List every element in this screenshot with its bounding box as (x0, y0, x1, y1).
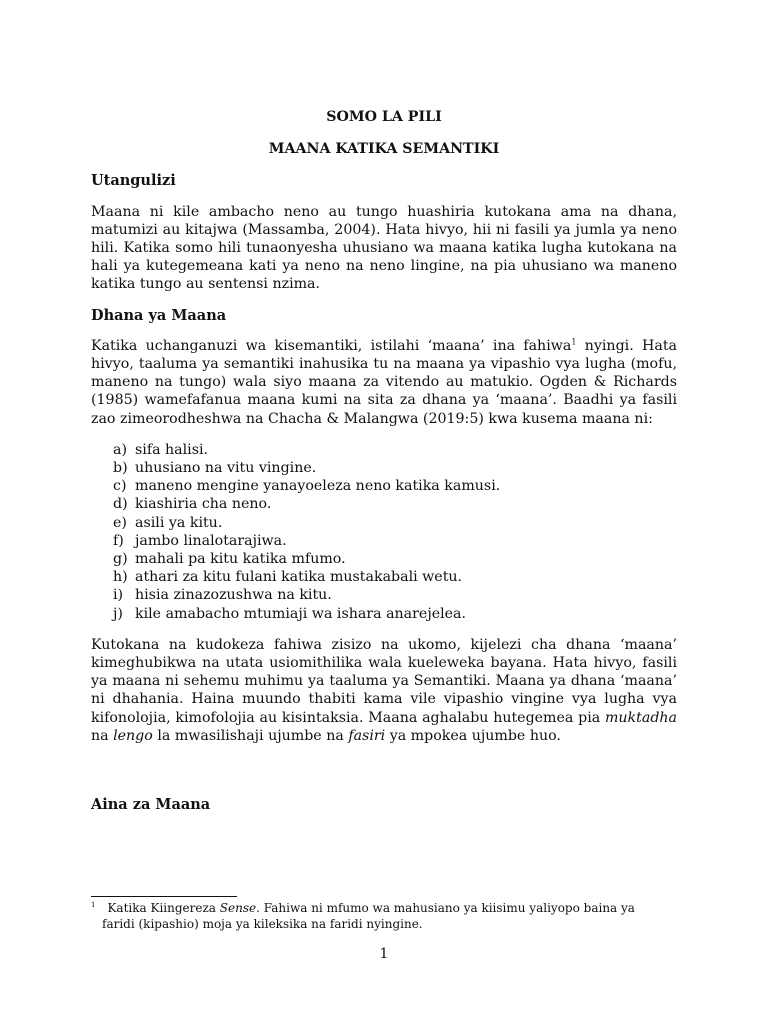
list-item (113, 459, 677, 477)
footnote-term: Sense (219, 901, 257, 915)
list-item (113, 495, 677, 513)
term-fasiri: fasiri (348, 727, 386, 744)
term-muktadha: muktadha (604, 709, 677, 726)
document-page (91, 108, 677, 826)
ambiguity-text-a: Kutokana na kudokeza fahiwa zisizo na ukomo, kijelezi cha dhana ‘maana’ kimeghubikwa na utata usiomithilika wala kueleweka bayana. Hata hivyo, fasili ya maana ni sehemu muhimu ya taaluma ya Semantiki. Maana ya dhana ‘maana’ ni dhahania. Haina muundo thabiti kama vile vipashio vingine vya lugha vya kifonolojia, kimofolojia au kisintaksia. Maana aghalabu hutegemea pia (91, 636, 677, 726)
list-marker: j) (113, 605, 123, 622)
list-marker: b) (113, 460, 128, 477)
concept-paragraph (91, 337, 677, 428)
list-item (113, 514, 677, 532)
footnote-divider (91, 896, 237, 897)
lesson-title: SOMO LA PILI (326, 109, 442, 125)
section-heading-concept: Dhana ya Maana (91, 306, 227, 324)
concept-text-start: Katika uchanganuzi wa kisemantiki, istilahi ‘maana’ ina fahiwa (91, 337, 572, 354)
introduction-paragraph: Maana ni kile ambacho neno au tungo huashiria kutokana ama na dhana, matumizi au kitajwa (Massamba, 2004). Hata hivyo, hii ni fasili ya jumla ya neno hili. Katika somo hili tunaonyesha uhusiano wa maana katika lugha kutokana na hali ya kutegemeana kati ya neno na neno lingine, na pia uhusiano wa maneno katika tungo au sentensi nzima. (91, 203, 677, 293)
footnote-text-continuation: faridi (kipashio) moja ya kileksika na faridi nyingine. (102, 917, 423, 931)
term-lengo: lengo (113, 727, 153, 744)
page-number: 1 (379, 946, 389, 962)
lesson-subtitle: MAANA KATIKA SEMANTIKI (268, 141, 500, 158)
section-spacer (91, 758, 677, 796)
list-item (113, 477, 677, 495)
list-item (113, 550, 677, 568)
list-item-text: sifa halisi. (135, 441, 209, 458)
list-item-text: kiashiria cha neno. (135, 496, 272, 513)
list-marker: f) (113, 532, 124, 549)
list-marker: a) (113, 441, 127, 458)
list-item-text: athari za kitu fulani katika mustakabali wetu. (135, 569, 463, 586)
ambiguity-text-d: ya mpokea ujumbe huo. (385, 727, 561, 744)
list-item-text: maneno mengine yanayoeleza neno katika kamusi. (135, 478, 501, 495)
list-marker: d) (113, 496, 128, 513)
list-item-text: asili ya kitu. (135, 514, 223, 531)
list-item-text: mahali pa kitu katika mfumo. (135, 551, 346, 568)
list-item (113, 605, 677, 623)
list-marker: c) (113, 478, 127, 495)
meaning-definitions-list (91, 441, 677, 623)
list-item (113, 586, 677, 604)
section-heading-types: Aina za Maana (91, 796, 211, 814)
list-marker: g) (113, 551, 128, 568)
footnote (91, 900, 677, 932)
list-item (113, 568, 677, 586)
list-item (113, 532, 677, 550)
footnote-text-b: . Fahiwa ni mfumo wa mahusiano ya kiisimu yaliyopo baina ya (256, 901, 635, 915)
list-marker: h) (113, 569, 128, 586)
list-item-text: hisia zinazozushwa na kitu. (135, 587, 332, 604)
ambiguity-text-c: la mwasilishaji ujumbe na (152, 727, 349, 744)
ambiguity-text-b: na (91, 727, 114, 744)
ambiguity-paragraph (91, 636, 677, 745)
list-marker: e) (113, 514, 127, 531)
list-item (113, 441, 677, 459)
footnote-reference[interactable]: 1 (571, 337, 577, 347)
list-item-text: jambo linalotarajiwa. (135, 532, 287, 549)
footnote-marker: 1 (91, 901, 96, 909)
concept-text-end: nyingi. Hata hivyo, taaluma ya semantiki inahusika tu na maana ya vipashio vya lugha (mofu, maneno na tungo) wala siyo maana za vitendo au matukio. Ogden & Richards (1985) wamefafanua maana kumi na sita za dhana ya ‘maana’. Baadhi ya fasili zao zimeorodheshwa na Chacha & Malangwa (2019:5) kwa kusema maana ni: (91, 337, 678, 427)
list-item-text: kile amabacho mtumiaji wa ishara anarejelea. (135, 605, 467, 622)
list-marker: i) (113, 587, 124, 604)
footnote-text-a: Katika Kiingereza (107, 901, 220, 915)
list-item-text: uhusiano na vitu vingine. (135, 460, 317, 477)
section-heading-introduction: Utangulizi (91, 172, 176, 190)
